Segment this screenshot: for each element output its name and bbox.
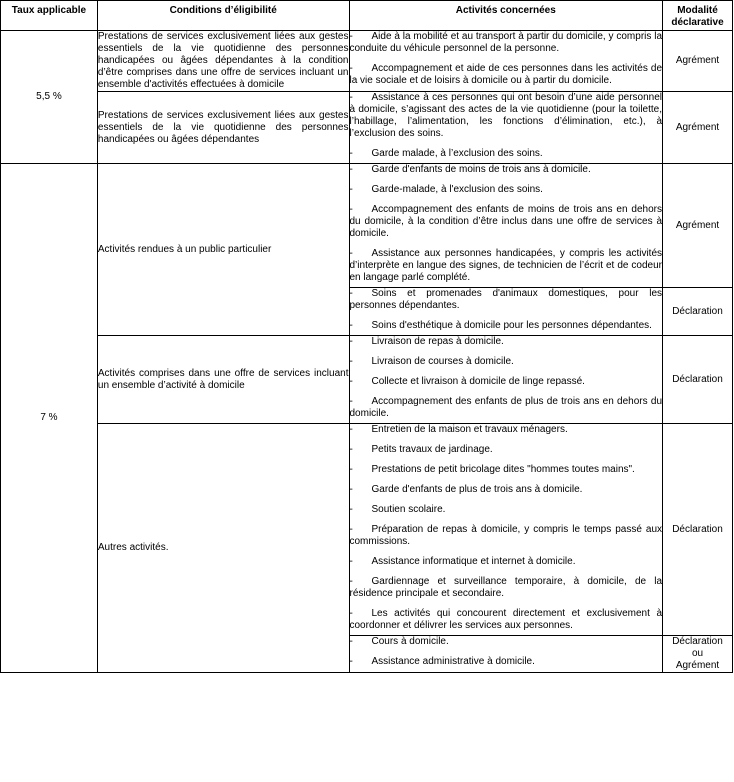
header-rate: Taux applicable [1,1,98,31]
dash: - [349,336,353,347]
activity-item: - Livraison de courses à domicile. [349,356,514,367]
dash: - [349,444,353,455]
mode-cell: Déclaration [663,288,733,336]
activity-item: - Livraison de repas à domicile. [349,336,504,347]
activities-cell [349,336,663,424]
activity-item: - Garde d'enfants de plus de trois ans à domicile. [349,484,583,495]
dash: - [349,320,353,331]
table-row [1,424,733,636]
activity-item: - Soutien scolaire. [349,504,446,515]
dash: - [349,164,353,175]
activities-cell [349,636,663,673]
condition-cell: Prestations de services exclusivement liées aux gestes essentiels de la vie quotidienne des personnes handicapées ou âgées dépendantes [97,92,349,164]
dash: - [349,576,353,587]
activity-item: - Petits travaux de jardinage. [349,444,493,455]
table-row [1,336,733,424]
activity-item: - Soins et promenades d'animaux domestiques, pour les personnes dépendantes. [349,288,663,311]
activity-item: - Prestations de petit bricolage dites "hommes toutes mains". [349,464,635,475]
mode-line: ou [691,648,704,659]
table-row [1,164,733,288]
dash: - [349,376,353,387]
dash: - [349,63,353,74]
rate-cell: 5,5 % [1,31,98,164]
activity-item: - Garde d'enfants de moins de trois ans à domicile. [349,164,591,175]
activities-cell [349,424,663,636]
rate-cell: 7 % [1,164,98,673]
activities-cell [349,31,663,92]
dash: - [349,504,353,515]
dash: - [349,148,353,159]
dash: - [349,556,353,567]
activity-item: - Assistance administrative à domicile. [349,656,535,667]
header-activities: Activités concernées [349,1,663,31]
mode-cell: Agrément [663,164,733,288]
mode-cell [663,636,733,673]
activity-item: - Gardiennage et surveillance temporaire, à domicile, de la résidence principale et secondaire. [349,576,663,599]
activity-item: - Aide à la mobilité et au transport à partir du domicile, y compris la conduite du véhicule personnel de la personne. [349,31,663,54]
header-mode: Modalité déclarative [663,1,733,31]
dash: - [349,288,353,299]
activity-item: - Collecte et livraison à domicile de linge repassé. [349,376,585,387]
dash: - [349,396,353,407]
dash: - [349,184,353,195]
dash: - [349,204,353,215]
activity-item: - Accompagnement des enfants de plus de trois ans en dehors du domicile. [349,396,663,419]
mode-cell: Déclaration [663,424,733,636]
header-row [1,1,733,31]
dash: - [349,636,353,647]
dash: - [349,484,353,495]
mode-line: Agrément [675,660,720,671]
activity-item: - Les activités qui concourent directement et exclusivement à coordonner et délivrer les services aux personnes. [349,608,663,631]
activity-item: - Soins d'esthétique à domicile pour les personnes dépendantes. [349,320,652,331]
dash: - [349,608,353,619]
table-row [1,92,733,164]
activity-item: - Accompagnement des enfants de moins de trois ans en dehors du domicile, à la condition d’être inclus dans une offre de services à domicile. [349,204,663,239]
condition-cell: Prestations de services exclusivement liées aux gestes essentiels de la vie quotidienne des personnes handicapées ou âgées dépendantes à la condition d’être comprises dans une offre de services incluant un ensemble d'activités effectuées à domicile [97,31,349,90]
table-row [1,31,733,92]
mode-cell: Agrément [663,31,733,92]
condition-cell: Activités rendues à un public particulier [97,164,349,336]
mode-line: Déclaration [672,636,723,647]
activity-item: - Garde-malade, à l'exclusion des soins. [349,184,543,195]
activity-item: - Préparation de repas à domicile, y compris le temps passé aux commissions. [349,524,663,547]
mode-cell: Déclaration [663,336,733,424]
activities-cell [349,164,663,288]
activities-cell [349,288,663,336]
activity-item: - Garde malade, à l’exclusion des soins. [349,148,543,159]
dash: - [349,656,353,667]
header-conditions: Conditions d’éligibilité [97,1,349,31]
activity-item: - Assistance aux personnes handicapées, y compris les activités d’interprète en langue des signes, de technicien de l’écrit et de codeur en langage parlé complété. [349,248,663,283]
activity-item: - Entretien de la maison et travaux ménagers. [349,424,568,435]
activity-item: - Accompagnement et aide de ces personnes dans les activités de la vie sociale et de loisirs à domicile ou à partir du domicile. [349,63,663,86]
condition-cell: Autres activités. [97,424,349,673]
dash: - [349,31,353,42]
activity-item: - Assistance informatique et internet à domicile. [349,556,576,567]
activity-item: - Cours à domicile. [349,636,449,647]
mode-cell: Agrément [663,92,733,164]
dash: - [349,464,353,475]
activities-cell [349,92,663,164]
dash: - [349,524,353,535]
dash: - [349,248,353,259]
condition-cell: Activités comprises dans une offre de services incluant un ensemble d’activité à domicile [97,336,349,424]
dash: - [349,356,353,367]
dash: - [349,424,353,435]
activity-item: - Assistance à ces personnes qui ont besoin d’une aide personnel à domicile, s’agissant des actes de la vie quotidienne (pour la toilette, l’habillage, l’alimentation, les fonctions d’élimination, etc.), à l’exclusion des soins. [349,92,663,139]
dash: - [349,92,353,103]
